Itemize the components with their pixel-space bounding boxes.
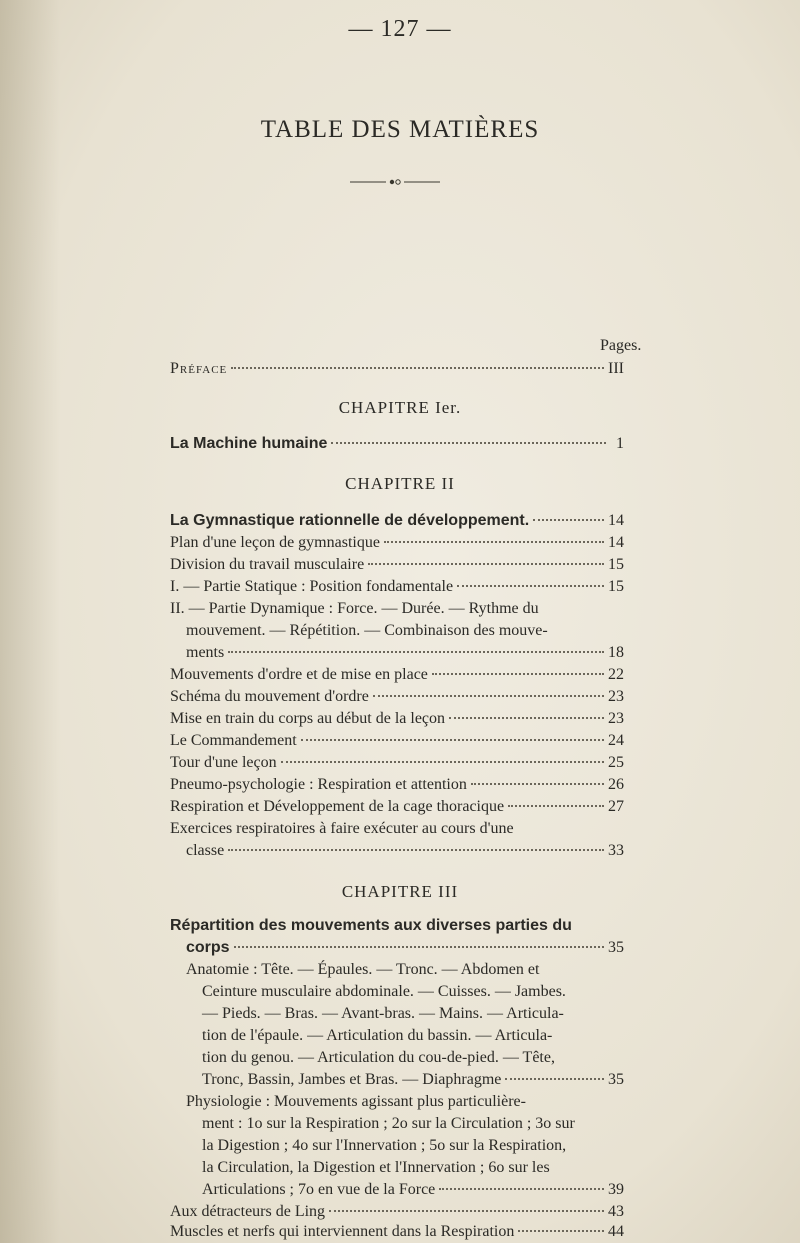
toc-entry-page: 22 [608, 666, 624, 683]
page-title: TABLE DES MATIÈRES [260, 116, 540, 143]
toc-entry-page: 26 [608, 776, 624, 793]
toc-entry-label: Respiration et Développement de la cage thoracique [170, 798, 505, 815]
toc-entry[interactable] [170, 576, 624, 598]
leader-dots [368, 563, 604, 565]
toc-entry-last-line [170, 642, 624, 664]
leader-dots [228, 849, 604, 851]
page-edge-shadow [0, 0, 60, 1243]
toc-entry-last-line [170, 937, 624, 959]
toc-entry-label: Plan d'une leçon de gymnastique [170, 534, 380, 551]
leader-dots [518, 1230, 604, 1232]
chapter-heading-1: CHAPITRE Ier. [338, 398, 462, 417]
toc-entry-label-line: mouvement. — Répétition. — Combinaison des mouve- [186, 622, 548, 639]
toc-entry-label-line: Tronc, Bassin, Jambes et Bras. — Diaphragme [202, 1071, 502, 1088]
toc-entry-label: La Machine humaine [170, 435, 328, 452]
toc-entry[interactable] [170, 532, 624, 554]
toc-entry-page: 14 [608, 534, 624, 551]
pages-column-label: Pages. [600, 337, 642, 354]
toc-entry-page: 25 [608, 754, 624, 771]
toc-entry-page: 39 [608, 1181, 624, 1198]
leader-dots [281, 761, 604, 763]
toc-entry-page: 33 [608, 842, 624, 859]
leader-dots [449, 717, 604, 719]
toc-entry-label-line: corps [186, 939, 230, 956]
leader-dots [231, 367, 604, 369]
toc-entry-label: La Gymnastique rationnelle de développement. [170, 512, 530, 529]
toc-entry-page: 14 [608, 512, 624, 529]
leader-dots [471, 783, 604, 785]
toc-entry-page: III [608, 360, 624, 377]
toc-entry-label: Aux détracteurs de Ling [170, 1203, 326, 1220]
toc-entry-multiline[interactable] [170, 598, 624, 664]
toc-entry-page: 18 [608, 644, 624, 661]
leader-dots [533, 519, 604, 521]
toc-entry-label-line: tion du genou. — Articulation du cou-de-pied. — Tête, [202, 1049, 555, 1066]
toc-entry-label: Tour d'une leçon [170, 754, 277, 771]
toc-entry-preface[interactable] [170, 358, 624, 380]
leader-dots [505, 1078, 604, 1080]
leader-dots [439, 1188, 604, 1190]
ornament-divider [350, 178, 440, 186]
toc-entry-label: Muscles et nerfs qui interviennent dans la Respiration [170, 1223, 515, 1240]
toc-entry-label-line: ments [186, 644, 225, 661]
toc-entry-label-line: Articulations ; 7o en vue de la Force [202, 1181, 436, 1198]
leader-dots [329, 1210, 604, 1212]
toc-entry-label: Schéma du mouvement d'ordre [170, 688, 369, 705]
toc-entry-multiline[interactable] [170, 818, 624, 862]
toc-entry-label: Mouvements d'ordre et de mise en place [170, 666, 428, 683]
toc-entry[interactable] [170, 433, 624, 455]
toc-entry[interactable] [170, 686, 624, 708]
toc-entry-label: Pneumo-psychologie : Respiration et attention [170, 776, 467, 793]
toc-entry-page: 24 [608, 732, 624, 749]
toc-entry-label-line: Anatomie : Tête. — Épaules. — Tronc. — Abdomen et [186, 961, 540, 978]
toc-entry-last-line [170, 840, 624, 862]
leader-dots [373, 695, 604, 697]
toc-entry[interactable] [170, 774, 624, 796]
toc-entry[interactable] [170, 796, 624, 818]
toc-entry-last-line [170, 1069, 624, 1091]
page-number: — 127 — [348, 16, 452, 42]
toc-entry[interactable] [170, 752, 624, 774]
toc-entry-page: 15 [608, 556, 624, 573]
toc-entry-page: 43 [608, 1203, 624, 1220]
toc-entry-multiline[interactable] [170, 915, 624, 959]
toc-entry-label-line: ment : 1o sur la Respiration ; 2o sur la Circulation ; 3o sur [202, 1115, 575, 1132]
toc-entry-multiline[interactable] [170, 959, 624, 1091]
chapter-heading-2: CHAPITRE II [345, 474, 455, 493]
toc-entry-label-line: Physiologie : Mouvements agissant plus particulière- [186, 1093, 526, 1110]
toc-entry-label: Mise en train du corps au début de la leçon [170, 710, 446, 727]
toc-entry-page: 35 [608, 1071, 624, 1088]
toc-entry-label: Le Commandement [170, 732, 297, 749]
toc-entry-page: 35 [608, 939, 624, 956]
chapter-heading-3: CHAPITRE III [341, 882, 459, 901]
leader-dots [457, 585, 604, 587]
toc-entry-label: Division du travail musculaire [170, 556, 365, 573]
toc-entry[interactable] [170, 1201, 624, 1223]
toc-entry-label-line: la Circulation, la Digestion et l'Innervation ; 6o sur les [202, 1159, 550, 1176]
toc-entry[interactable] [170, 708, 624, 730]
toc-entry-label-line: II. — Partie Dynamique : Force. — Durée. — Rythme du [170, 600, 539, 617]
toc-entry[interactable] [170, 510, 624, 532]
toc-entry-last-line [170, 1179, 624, 1201]
toc-entry-label-line: Répartition des mouvements aux diverses parties du [170, 917, 572, 934]
toc-entry-label-line: la Digestion ; 4o sur l'Innervation ; 5o sur la Respiration, [202, 1137, 567, 1154]
toc-entry-multiline[interactable] [170, 1091, 624, 1201]
toc-entry-page: 23 [608, 688, 624, 705]
leader-dots [331, 442, 606, 444]
leader-dots [508, 805, 604, 807]
leader-dots [301, 739, 604, 741]
toc-entry[interactable] [170, 664, 624, 686]
toc-entry-label-line: classe [186, 842, 225, 859]
toc-entry-label-line: tion de l'épaule. — Articulation du bassin. — Articula- [202, 1027, 553, 1044]
toc-entry-label-line: Ceinture musculaire abdominale. — Cuisses. — Jambes. [202, 983, 566, 1000]
toc-entry[interactable] [170, 554, 624, 576]
toc-entry-page: 15 [608, 578, 624, 595]
toc-entry[interactable] [170, 730, 624, 752]
toc-entry-page: 1 [616, 435, 624, 452]
leader-dots [384, 541, 604, 543]
leader-dots [228, 651, 604, 653]
toc-entry-label-line: Exercices respiratoires à faire exécuter au cours d'une [170, 820, 514, 837]
toc-entry[interactable] [170, 1221, 624, 1243]
toc-entry-page: 23 [608, 710, 624, 727]
toc-entry-label-line: — Pieds. — Bras. — Avant-bras. — Mains. — Articula- [202, 1005, 564, 1022]
toc-entry-page: 27 [608, 798, 624, 815]
toc-entry-label: Préface [170, 360, 228, 377]
leader-dots [234, 946, 604, 948]
toc-entry-page: 44 [608, 1223, 624, 1240]
toc-entry-label: I. — Partie Statique : Position fondamentale [170, 578, 454, 595]
leader-dots [432, 673, 604, 675]
